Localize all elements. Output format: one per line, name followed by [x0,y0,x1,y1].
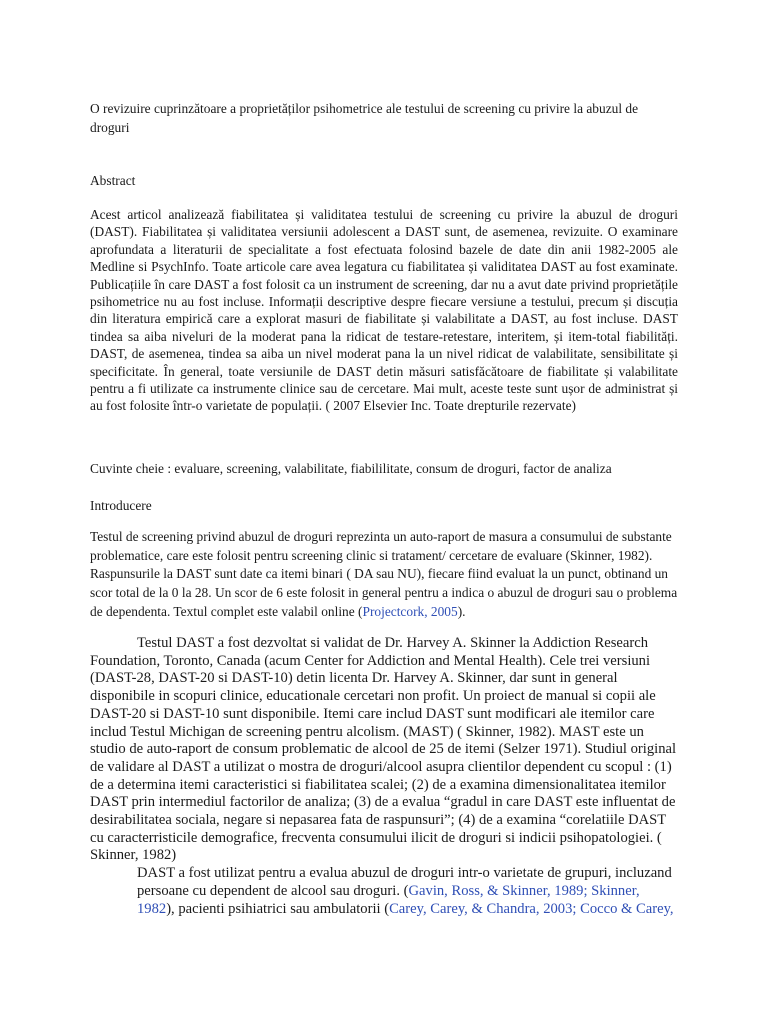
introduction-paragraph-3 [90,865,678,918]
document-title: O revizuire cuprinzătoare a proprietăților psihometrice ale testului de screening cu privire la abuzul de droguri [90,101,639,135]
abstract-heading: Abstract [90,173,136,188]
citation-link-gavin-skinner[interactable]: Gavin, Ross, & Skinner, 1989; Skinner, 1982 [137,882,640,917]
introduction-paragraph-1-text: Testul de screening privind abuzul de droguri reprezinta un auto-raport de masura a consumului de substante problematice, care este folosit pentru screening clinic si tratament/ cercetare de evaluare (Skinner, 1982). Raspunsurile la DAST sunt date ca itemi binari ( DA sau NU), fiecare fiind evaluat la un punct, obtinand un scor total de la 0 la 28. Un scor de 6 este folosit in general pentru a indica o abuzul de droguri sau o problema de dependenta. Textul complet este valabil online ( [90,529,678,619]
introduction-heading: Introducere [90,498,152,513]
introduction-paragraph-3-mid: ), pacienti psihiatrici sau ambulatorii ( [166,900,390,917]
abstract-text: Acest articol analizează fiabilitatea și validitatea testului de screening cu privire la abuzul de droguri (DAST). Fiabilitatea și validitatea versiunii adolescent a DAST sunt, de asemenea, revizuite. O examinare aprofundata a literaturii de specialitate a fost efectuata folosind bazele de date din anii 1982-2005 ale Medline si PsychInfo. Toate articole care avea legatura cu fiabilitatea și validitatea DAST au fost examinate. Publicațiile în care DAST a fost folosit ca un instrument de screening, dar nu a avut date privind proprietățile psihometrice nu au fost incluse. Informații descriptive despre fiecare versiune a testului, precum și discuția din literatura empirică care a explorat masuri de fiabilitate și valabilitate a DAST, au fost incluse. DAST tindea sa aiba niveluri de la moderat pana la ridicat de testare-retestare, interitem, și item-total fiabilități. DAST, de asemenea, tindea sa aiba un nivel moderat pana la un nivel ridicat de valabilitate, sensibilitate și specificitate. În general, toate versiunile de DAST detin măsuri satisfăcătoare de fiabilitate și valabilitate pentru a fi utilizate ca instrumente clinice sau de cercetare. Mai mult, aceste teste sunt ușor de administrat și au fost folosite într-o varietate de populații. ( 2007 Elsevier Inc. Toate drepturile rezervate) [90,207,678,414]
citation-link-projectcork[interactable]: Projectcork, 2005 [362,603,458,619]
introduction-paragraph-3-text: DAST a fost utilizat pentru a evalua abuzul de droguri intr-o varietate de grupuri, incluzand persoane cu dependent de alcool sau droguri. ( [137,865,672,899]
introduction-body [90,635,678,918]
citation-link-carey-cocco[interactable]: Carey, Carey, & Chandra, 2003; Cocco & Carey, [389,900,674,917]
keywords-line: Cuvinte cheie : evaluare, screening, valabilitate, fiabililitate, consum de droguri, factor de analiza [90,461,612,476]
introduction-paragraph-1-end: ). [457,603,466,619]
introduction-paragraph-1 [90,528,678,622]
introduction-paragraph-2: Testul DAST a fost dezvoltat si validat de Dr. Harvey A. Skinner la Addiction Research Foundation, Toronto, Canada (acum Center for Addiction and Mental Health). Cele trei versiuni (DAST-28, DAST-20 si DAST-10) detin licenta Dr. Harvey A. Skinner, dar sunt in general disponibile in scopuri clinice, educationale cercetari non profit. Un proiect de manual si copii ale DAST-20 si DAST-10 sunt disponibile. Itemi care includ DAST sunt modificari ale itemilor care includ Testul Michigan de screening pentru alcolism. (MAST) ( Skinner, 1982). MAST este un studio de auto-raport de consum problematic de alcool de 25 de itemi (Selzer 1971). Studiul original de validare al DAST a utilizat o mostra de droguri/alcool asupra clientilor dependent cu scopul : (1) de a determina itemi caracteristici si fiabilitatea scalei; (2) de a examina dimensionalitatea itemilor DAST prin intermediul factorilor de analiza; (3) de a evalua “gradul in care DAST este influentat de desirabilitatea sociala, negare si nepasarea fata de raspunsuri”; (4) de a examina “corelatiile DAST cu caracterristicile demografice, frecventa consumului ilicit de droguri si indicii psihopatologiei. ( Skinner, 1982) [90,635,677,864]
